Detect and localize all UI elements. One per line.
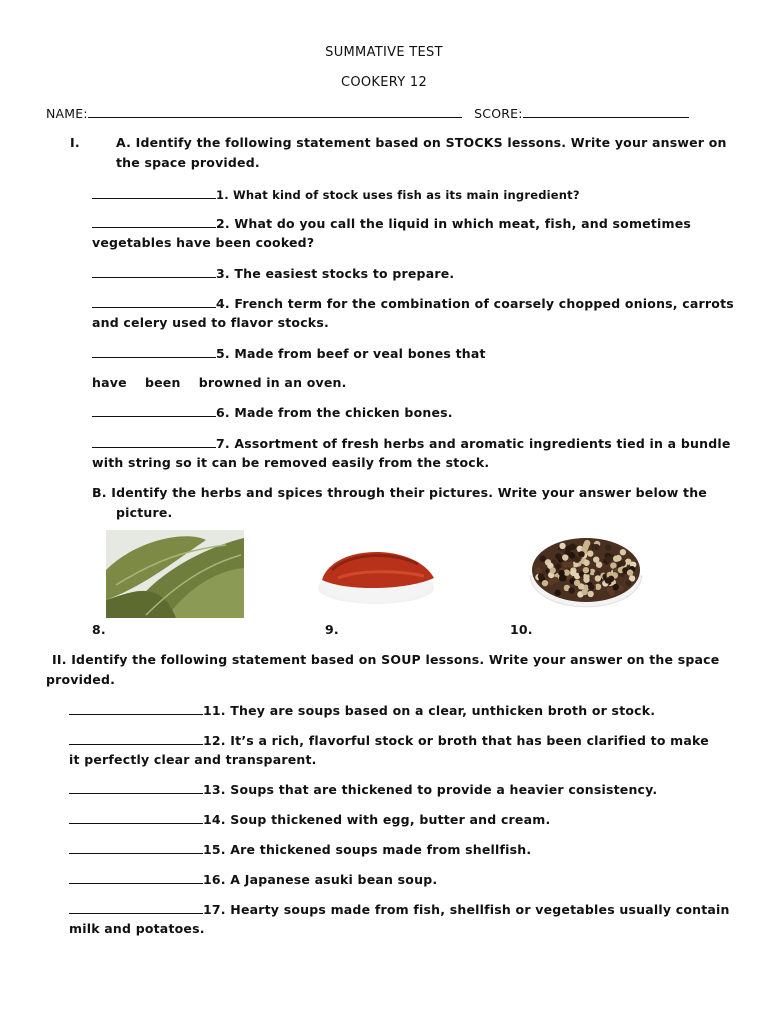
paprika-picture — [318, 530, 438, 618]
bay-leaves-picture — [106, 530, 244, 618]
question-13: 13. Soups that are thickened to provide a heavier consistency. — [69, 781, 657, 797]
question-17: 17. Hearty soups made from fish, shellfish or vegetables usually contain — [69, 901, 730, 917]
part1-instruction-cont: the space provided. — [116, 155, 260, 170]
answer-blank[interactable] — [69, 871, 203, 884]
question-5-cont: have been browned in an oven. — [92, 375, 347, 390]
answer-blank[interactable] — [92, 186, 216, 199]
question-11: 11. They are soups based on a clear, unthicken broth or stock. — [69, 702, 655, 718]
answer-blank[interactable] — [92, 404, 216, 417]
picture-number-8: 8. — [92, 622, 106, 637]
test-title: SUMMATIVE TEST — [325, 45, 443, 60]
peppercorns-picture — [524, 524, 648, 620]
question-7-cont: with string so it can be removed easily from the stock. — [92, 455, 490, 470]
answer-blank[interactable] — [69, 702, 203, 715]
question-5: 5. Made from beef or veal bones that — [92, 345, 486, 361]
question-12-cont: it perfectly clear and transparent. — [69, 752, 317, 767]
part-b-instruction: B. Identify the herbs and spices through their pictures. Write your answer below the — [92, 485, 707, 500]
picture-number-10: 10. — [510, 622, 533, 637]
name-label: NAME: — [46, 106, 88, 121]
question-12: 12. It’s a rich, flavorful stock or broth that has been clarified to make — [69, 732, 709, 748]
answer-blank[interactable] — [92, 435, 216, 448]
question-16: 16. A Japanese asuki bean soup. — [69, 871, 437, 887]
answer-blank[interactable] — [92, 295, 216, 308]
name-row — [46, 105, 689, 121]
answer-blank[interactable] — [69, 811, 203, 824]
picture-number-9: 9. — [325, 622, 339, 637]
question-2-cont: vegetables have been cooked? — [92, 235, 315, 250]
question-6: 6. Made from the chicken bones. — [92, 404, 453, 420]
question-3: 3. The easiest stocks to prepare. — [92, 265, 454, 281]
score-label: SCORE: — [474, 106, 523, 121]
subject-title: COOKERY 12 — [340, 75, 428, 90]
answer-blank[interactable] — [69, 781, 203, 794]
part2-instruction: II. Identify the following statement based on SOUP lessons. Write your answer on the space — [52, 652, 720, 667]
question-2: 2. What do you call the liquid in which meat, fish, and sometimes — [92, 215, 691, 231]
score-field[interactable] — [523, 105, 689, 118]
answer-blank[interactable] — [92, 265, 216, 278]
question-4-cont: and celery used to flavor stocks. — [92, 315, 329, 330]
question-14: 14. Soup thickened with egg, butter and cream. — [69, 811, 550, 827]
answer-blank[interactable] — [92, 345, 216, 358]
answer-blank[interactable] — [92, 215, 216, 228]
question-7: 7. Assortment of fresh herbs and aromatic ingredients tied in a bundle — [92, 435, 731, 451]
answer-blank[interactable] — [69, 901, 203, 914]
question-4: 4. French term for the combination of coarsely chopped onions, carrots — [92, 295, 734, 311]
part-b-instruction-cont: picture. — [116, 505, 173, 520]
answer-blank[interactable] — [69, 841, 203, 854]
question-1: 1. What kind of stock uses fish as its main ingredient? — [92, 186, 580, 202]
part1-instruction: A. Identify the following statement based on STOCKS lessons. Write your answer on — [116, 135, 727, 150]
name-field[interactable] — [88, 105, 462, 118]
part1-roman: I. — [70, 135, 80, 150]
part2-instruction-cont: provided. — [46, 672, 116, 687]
answer-blank[interactable] — [69, 732, 203, 745]
question-17-cont: milk and potatoes. — [69, 921, 205, 936]
question-15: 15. Are thickened soups made from shellfish. — [69, 841, 531, 857]
